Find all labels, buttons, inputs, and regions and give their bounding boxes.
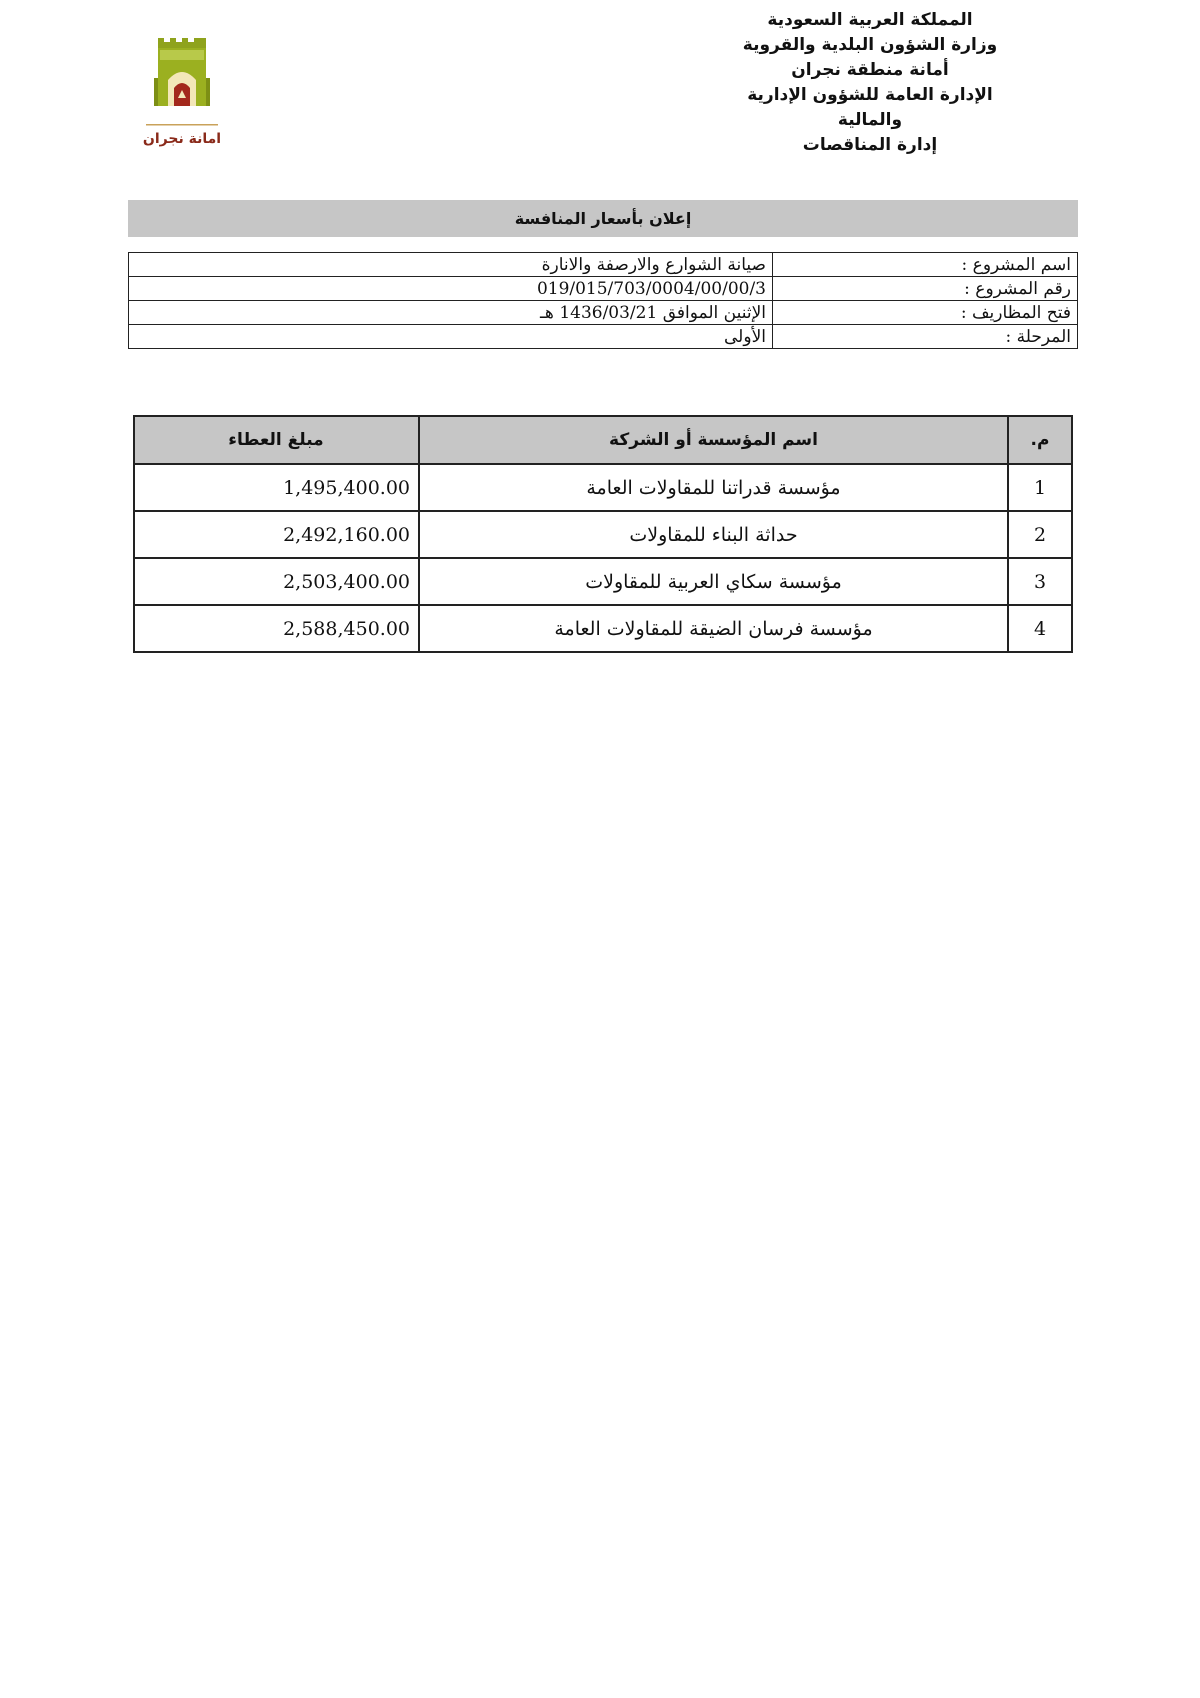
logo-emblem-icon xyxy=(140,38,224,130)
letterhead-country: المملكة العربية السعودية xyxy=(767,10,973,30)
table-row xyxy=(134,464,1072,511)
bids-table xyxy=(133,415,1073,653)
bid-company: مؤسسة سكاي العربية للمقاولات xyxy=(419,558,1008,605)
project-info-label: رقم المشروع : xyxy=(773,277,1078,301)
project-info-label: فتح المظاريف : xyxy=(773,301,1078,325)
announcement-title-text: إعلان بأسعار المنافسة xyxy=(514,209,692,228)
letterhead xyxy=(670,8,1070,158)
project-info-value: الإثنين الموافق 1436/03/21 هـ xyxy=(129,301,773,325)
bid-company: مؤسسة فرسان الضيقة للمقاولات العامة xyxy=(419,605,1008,652)
letterhead-department: الإدارة العامة للشؤون الإدارية xyxy=(747,85,993,105)
table-row xyxy=(134,605,1072,652)
letterhead-municipality: أمانة منطقة نجران xyxy=(791,60,949,80)
table-row xyxy=(134,558,1072,605)
bid-company: حداثة البناء للمقاولات xyxy=(419,511,1008,558)
bid-number: 3 xyxy=(1008,558,1072,605)
project-info-value: 019/015/703/0004/00/00/3 xyxy=(129,277,773,301)
logo-text: امانة نجران xyxy=(142,131,222,147)
project-info-value: صيانة الشوارع والارصفة والانارة xyxy=(129,253,773,277)
bid-amount: 2,492,160.00 xyxy=(134,511,419,558)
table-row xyxy=(134,511,1072,558)
announcement-title xyxy=(128,200,1078,237)
project-info-row xyxy=(129,325,1078,349)
project-info-table xyxy=(128,252,1078,349)
project-info-value: الأولى xyxy=(129,325,773,349)
letterhead-section: إدارة المناقصات xyxy=(802,135,938,155)
project-info-label: المرحلة : xyxy=(773,325,1078,349)
project-info-label: اسم المشروع : xyxy=(773,253,1078,277)
project-info-row xyxy=(129,301,1078,325)
bid-number: 2 xyxy=(1008,511,1072,558)
column-header-amount: مبلغ العطاء xyxy=(134,416,419,464)
bid-company: مؤسسة قدراتنا للمقاولات العامة xyxy=(419,464,1008,511)
column-header-company: اسم المؤسسة أو الشركة xyxy=(419,416,1008,464)
column-header-number: م. xyxy=(1008,416,1072,464)
bids-header-row xyxy=(134,416,1072,464)
bid-number: 4 xyxy=(1008,605,1072,652)
bid-amount: 2,588,450.00 xyxy=(134,605,419,652)
bid-number: 1 xyxy=(1008,464,1072,511)
bid-amount: 1,495,400.00 xyxy=(134,464,419,511)
project-info-row xyxy=(129,277,1078,301)
letterhead-department-cont: والمالية xyxy=(837,110,903,130)
bid-amount: 2,503,400.00 xyxy=(134,558,419,605)
letterhead-ministry: وزارة الشؤون البلدية والقروية xyxy=(742,35,998,55)
project-info-row xyxy=(129,253,1078,277)
najran-municipality-logo xyxy=(140,38,224,147)
